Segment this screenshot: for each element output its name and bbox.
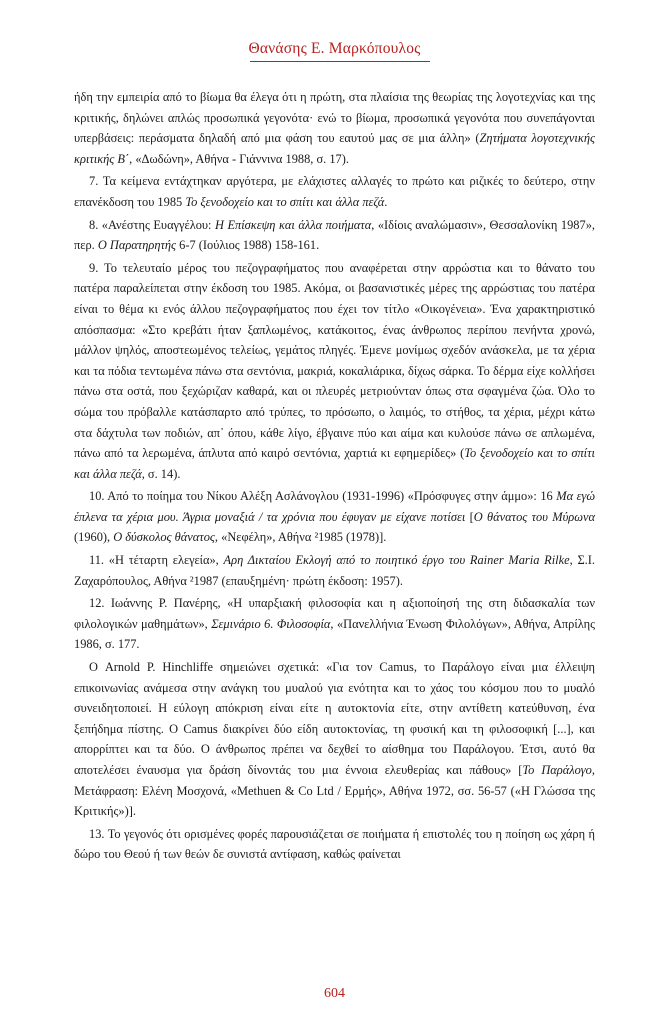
text-run: 10. Από το ποίημα του Νίκου Αλέξη Ασλάνογλου (1931-1996) «Πρόσφυγες στην άμμο»: 16 [89,489,557,504]
text-run: , «Πανελλήνια Ένωση Φιλολόγων», Αθήνα, Απρίλης 1986, σ. 177. [74,616,595,652]
italic-title-run: Το ξενοδοχείο και το σπίτι και άλλα πεζά [74,446,596,481]
note-paragraph [74,258,595,485]
page-number: 604 [324,986,345,1001]
note-paragraph [74,824,595,865]
note-paragraph [74,593,595,655]
text-run: 12. Ιωάννης Ρ. Πανέρης, «Η υπαρξιακή φιλοσοφία και η αξιοποίησή της στη διδασκαλία των φιλολογικών μαθημάτων», [74,596,595,631]
running-head-rule [250,61,430,62]
italic-title-run: Το Παράλογο [522,763,592,777]
text-run: , «Νεφέλη», Αθήνα ²1985 (1978)]. [214,530,387,545]
notes-text-block [74,87,595,867]
text-run: , σ. 14). [141,466,181,481]
italic-title-run: Ζητήματα λογοτεχνικής κριτικής Β΄ [74,131,595,166]
text-run: , «Ιδίοις αναλώμασιν», Θεσσαλονίκη 1987», περ. [74,217,595,253]
text-run: , «Δωδώνη», Αθήνα - Γιάννινα 1988, σ. 17). [129,151,349,166]
text-run: 13. Το γεγονός ότι ορισμένες φορές παρουσιάζεται σε ποιήματα ή επιστολές του η ποίηση ως χάρη ή δώρο του Θεού ή των θεών δε συνιστά αντίφαση, καθώς φαίνεται [74,826,595,862]
text-run: 11. «Η τέταρτη ελεγεία», [89,553,224,568]
note-paragraph [74,657,595,822]
italic-title-run: Σεμινάριο 6. Φιλοσοφία [211,616,331,631]
text-run: (1960), [74,530,114,545]
note-paragraph [74,87,595,169]
text-run: ήδη την εμπειρία από το βίωμα θα έλεγα ότι η πρώτη, στα πλαίσια της θεωρίας της λογοτεχνίας και της κριτικής, δηλώνει απλώς προσωπικά γεγονότα· ενώ το βίωμα, προσωπικά γεγονότα που συνεπάγονται υπερβάσεις: περάσματα δηλαδή από μια φάση του εαυτού μας σε μια άλλη» ( [74,90,595,146]
text-run: , Σ.Ι. Ζαχαρόπουλος, Αθήνα ²1987 (επαυξημένη· πρώτη έκδοση: 1957). [74,553,596,588]
text-run: 6-7 (Ιούλιος 1988) 158-161. [176,238,320,253]
italic-title-run: Το ξενοδοχείο και το σπίτι και άλλα πεζά [185,194,385,209]
text-run: 8. «Ανέστης Ευαγγέλου: [89,217,215,232]
italic-title-run: Μα εγώ έπλενα τα χέρια μου. Άγρια μοναξιά / τα χρόνια που έφυγαν με είχανε ποτίσει [74,489,596,524]
text-run: Ο Arnold P. Hinchliffe σημειώνει σχετικά: «Για τον Camus, το Παράλογο είναι μια έλλειψη επικοινωνίας ανάμεσα στην ανάγκη του μυαλού για ενότητα και το χάος του κόσμου που το μυαλό συνειδητοποιεί. Η εύλογη απόκριση είναι είτε η αυτοκτονία είτε, στην αντίθετη κατεύθυνση, ένα ξεπήδημα πίστης. Ο Camus διακρίνει δύο είδη αυτοκτονίας, τη φυσική και τη φιλοσοφική [...], και απορρίπτει και τα δύο. Ο άνθρωπος πρέπει να δεχθεί το αίσθημα του Παράλογου. Έτσι, αυτό θα αποτελέσει έναυσμα για δράση δίνοντάς του μια έννοια ελευθερίας και πάθους» [ [74,660,595,777]
note-paragraph [74,215,595,256]
italic-title-run: Αρη Δικταίου Εκλογή από το ποιητικό έργο του Rainer Maria Rilke [223,553,570,568]
text-run: [ [465,509,474,524]
italic-title-run: Ο θάνατος του Μύρωνα [473,509,595,524]
text-run: 9. Το τελευταίο μέρος του πεζογραφήματος που αναφέρεται στην αρρώστια και το θάνατο του πατέρα παραλείπεται στην έκδοση του 1985. Ακόμα, οι βασανιστικές μέρες της αρρώστιας του πατέρα είναι το θέμα κι ενός άλλου πεζογραφήματος που έχει τον τίτλο «Οικογένεια». Ένα χαρακτηριστικό απόσπασμα: «Στο κρεβάτι ήταν ξαπλωμένος, κατάκοιτος, ένας άνθρωπος περίπου πενήντα χρονώ, μάλλον ψηλός, αποστεωμένος τελείως, γεμάτος πληγές. Έμενε μονίμως σχεδόν ανάσκελα, με τα χέρια και τα πόδια τεντωμένα πάνω στα σεντόνια, μακριά, κοκαλιάρικα, δίχως σάρκα. Το δέρμα είχε κολλήσει πάνω στα οστά, που ξεχώριζαν καθαρά, και οι πλευρές μετριούνταν όπως στα σφαγμένα ζώα. Όλο το σώμα του πρόβαλλε κατάσπαρτο από τρύπες, το πρόσωπο, ο λαιμός, το στήθος, τα χέρια, μέχρι κάτω στα δάχτυλα των ποδιών, απ᾿ όπου, κάθε λίγο, έβγαινε πύο και αίμα και κυλούσε πάνω σε απλωμένα, πάνω από τα λερωμένα, άπλυτα από καιρό σεντόνια, χαρτιά κι εφημερίδες» ( [74,260,595,461]
italic-title-run: Η Επίσκεψη και άλλα ποιήματα [215,217,372,232]
text-run: , Μετάφραση: Ελένη Μοσχονά, «Methuen & Co Ltd / Ερμής», Αθήνα 1972, σσ. 56-57 («Η Γλώσσα της Κριτικής»)]. [74,763,595,819]
italic-title-run: Ο Παρατηρητής [97,238,177,253]
text-run: . [384,194,388,209]
text-run: 7. Τα κείμενα εντάχτηκαν αργότερα, με ελάχιστες αλλαγές το πρώτο και ριζικές το δεύτερο, στην επανέκδοση του 1985 [74,174,595,209]
note-paragraph [74,486,595,548]
note-paragraph [74,171,595,212]
running-head: Θανάσης Ε. Μαρκόπουλος [248,40,421,57]
note-paragraph [74,550,595,591]
italic-title-run: Ο δύσκολος θάνατος [113,530,215,545]
